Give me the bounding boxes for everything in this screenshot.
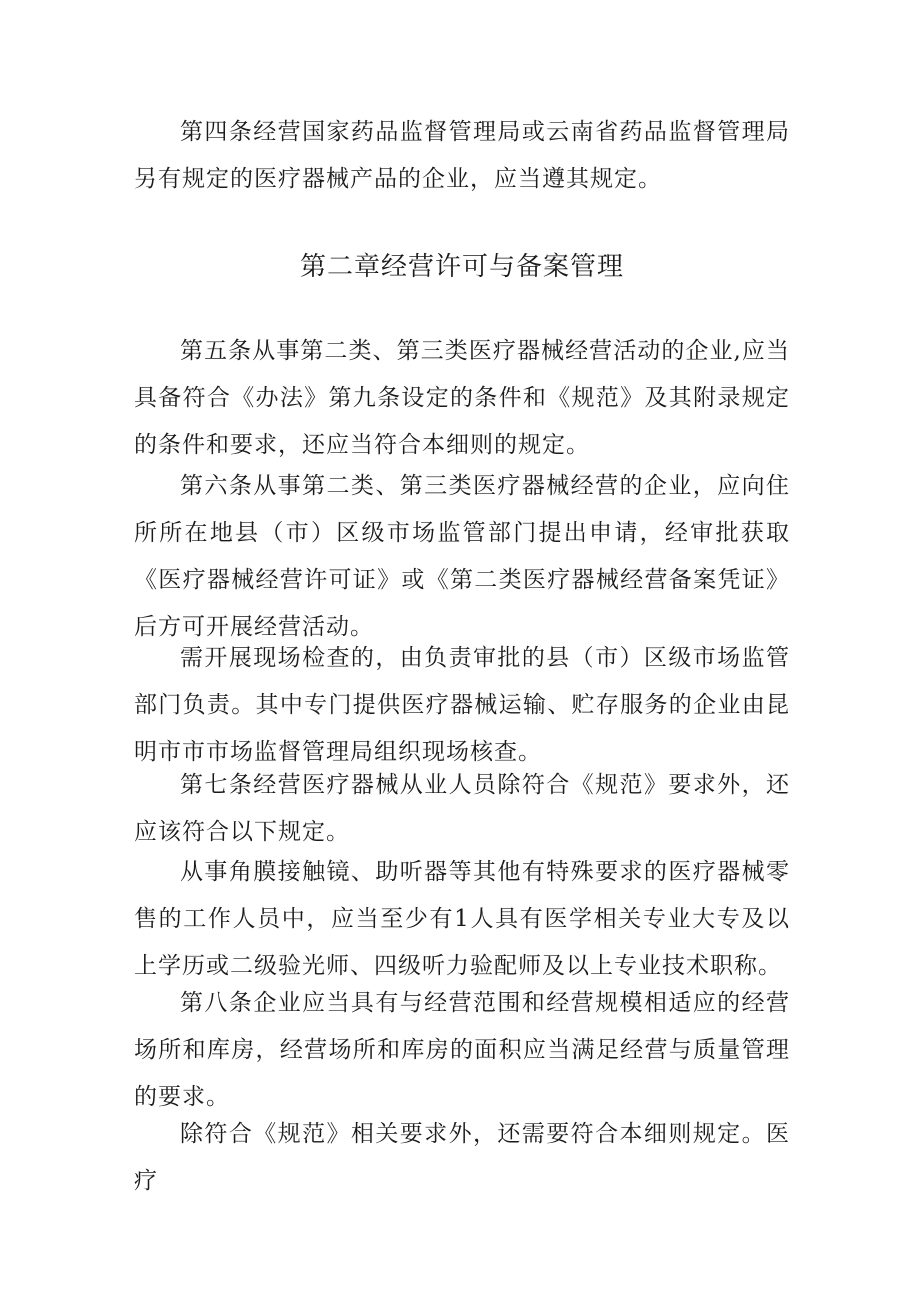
paragraph-article-4: 第四条经营国家药品监督管理局或云南省药品监督管理局另有规定的医疗器械产品的企业，应当遵其规定。 xyxy=(134,119,790,192)
paragraph-additional-requirements: 除符合《规范》相关要求外，还需要符合本细则规定。医疗 xyxy=(134,1121,790,1194)
paragraph-article-8: 第八条企业应当具有与经营范围和经营规模相适应的经营场所和库房，经营场所和库房的面积应当满足经营与质量管理的要求。 xyxy=(134,990,790,1110)
paragraph-special-staff: 从事角膜接触镜、助听器等其他有特殊要求的医疗器械零售的工作人员中，应当至少有1人具有医学相关专业大专及以上学历或二级验光师、四级听力验配师及以上专业技术职称。 xyxy=(134,859,790,979)
paragraph-article-5: 第五条从事第二类、第三类医疗器械经营活动的企业,应当具备符合《办法》第九条设定的条件和《规范》及其附录规定的条件和要求，还应当符合本细则的规定。 xyxy=(134,338,790,458)
paragraph-inspection: 需开展现场检查的，由负责审批的县（市）区级市场监管部门负责。其中专门提供医疗器械运输、贮存服务的企业由昆明市市市场监督管理局组织现场核查。 xyxy=(134,645,790,765)
paragraph-article-7: 第七条经营医疗器械从业人员除符合《规范》要求外，还应该符合以下规定。 xyxy=(134,772,790,845)
paragraph-article-6: 第六条从事第二类、第三类医疗器械经营的企业，应向住所所在地县（市）区级市场监管部门提出申请，经审批获取《医疗器械经营许可证》或《第二类医疗器械经营备案凭证》后方可开展经营活动。 xyxy=(134,473,790,640)
chapter-title: 第二章经营许可与备案管理 xyxy=(299,252,624,282)
